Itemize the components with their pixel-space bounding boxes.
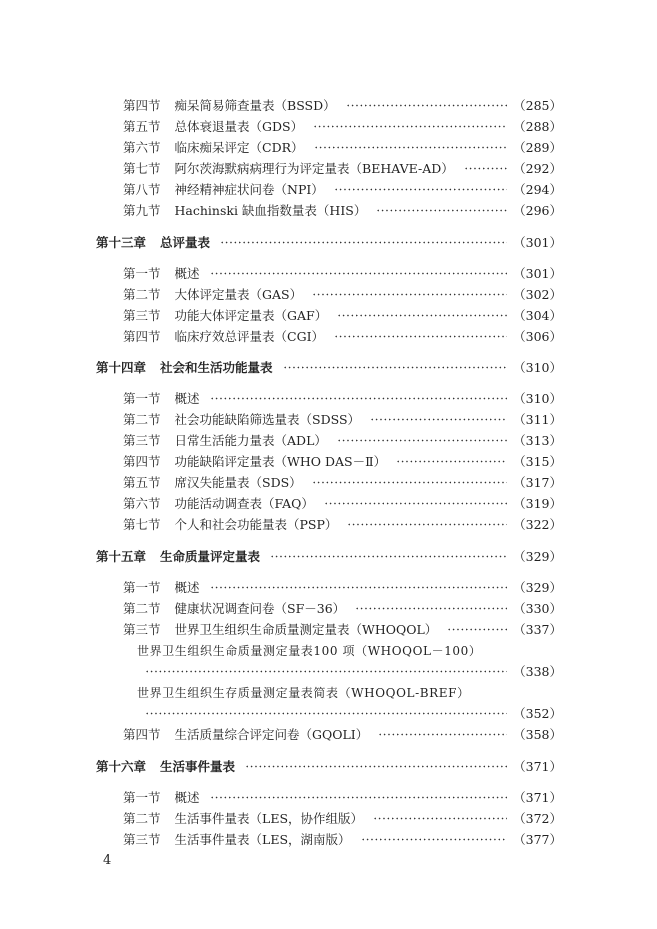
toc-section-entry — [0, 179, 657, 199]
toc-subentry — [0, 640, 657, 660]
toc-section-entry — [0, 284, 657, 304]
entry-label: 第三节 — [123, 622, 161, 637]
dot-leader — [337, 439, 507, 442]
entry-title: 功能缺陷评定量表（WHO DAS－Ⅱ） — [174, 454, 387, 469]
entry-label: 第八节 — [123, 182, 161, 197]
entry-label: 第二节 — [123, 601, 161, 616]
toc-section-entry — [0, 430, 657, 450]
entry-title: 个人和社会功能量表（PSP） — [174, 517, 338, 532]
entry-page: （319） — [513, 496, 562, 511]
entry-label: 第一节 — [123, 790, 161, 805]
entry-page: （301） — [513, 266, 562, 281]
dot-leader — [376, 209, 507, 212]
entry-page: （352） — [513, 706, 562, 721]
entry-title: 痴呆简易筛查量表（BSSD） — [174, 98, 336, 113]
entry-title: 概述 — [174, 790, 200, 805]
dot-leader — [346, 104, 508, 107]
entry-label: 第五节 — [123, 475, 161, 490]
toc-section-entry — [0, 472, 657, 492]
dot-leader — [312, 481, 507, 484]
entry-label: 第四节 — [123, 454, 161, 469]
toc-section-entry — [0, 95, 657, 115]
entry-page: （302） — [513, 287, 562, 302]
entry-title: 生活事件量表（LES，湖南版） — [174, 832, 351, 847]
entry-title: 社会和生活功能量表 — [160, 360, 273, 375]
entry-title: 大体评定量表（GAS） — [174, 287, 303, 302]
entry-title: 健康状况调查问卷（SF－36） — [174, 601, 346, 616]
entry-title: 世界卫生组织生命质量测定量表100 项（WHOQOL－100） — [137, 643, 482, 658]
entry-page: （371） — [513, 790, 562, 805]
dot-leader — [210, 796, 508, 799]
toc-chapter-entry — [0, 357, 657, 377]
entry-page: （288） — [513, 119, 562, 134]
entry-label: 第六节 — [123, 140, 161, 155]
dot-leader — [378, 733, 507, 736]
dot-leader — [220, 241, 507, 244]
dot-leader — [355, 607, 507, 610]
dot-leader — [396, 460, 507, 463]
toc-section-entry — [0, 116, 657, 136]
entry-title: 概述 — [174, 266, 200, 281]
toc-section-entry — [0, 619, 657, 639]
dot-leader — [210, 586, 508, 589]
entry-page: （372） — [513, 811, 562, 826]
toc-section-entry — [0, 158, 657, 178]
dot-leader — [447, 628, 507, 631]
entry-page: （338） — [513, 664, 562, 679]
entry-label: 第二节 — [123, 287, 161, 302]
entry-title: 席汉失能量表（SDS） — [174, 475, 302, 490]
entry-label: 第十五章 — [96, 549, 147, 564]
toc-section-entry — [0, 724, 657, 744]
entry-label: 第七节 — [123, 161, 161, 176]
dot-leader — [145, 670, 507, 673]
dot-leader — [464, 167, 507, 170]
entry-label: 第六节 — [123, 496, 161, 511]
entry-page: （310） — [513, 391, 562, 406]
entry-title: 总评量表 — [160, 235, 211, 250]
entry-title: 生活质量综合评定问卷（GQOLI） — [174, 727, 369, 742]
entry-title: 神经精神症状问卷（NPI） — [174, 182, 324, 197]
entry-page: （289） — [513, 140, 562, 155]
entry-page: （371） — [513, 759, 562, 774]
toc-section-entry — [0, 263, 657, 283]
dot-leader — [337, 314, 507, 317]
entry-label: 第二节 — [123, 811, 161, 826]
entry-page: （304） — [513, 308, 562, 323]
entry-label: 第四节 — [123, 98, 161, 113]
toc-subentry — [0, 661, 657, 681]
entry-title: 社会功能缺陷筛选量表（SDSS） — [174, 412, 361, 427]
entry-page: （330） — [513, 601, 562, 616]
entry-page: （337） — [513, 622, 562, 637]
entry-page: （306） — [513, 329, 562, 344]
toc-section-entry — [0, 409, 657, 429]
toc-section-entry — [0, 829, 657, 849]
toc-chapter-entry — [0, 546, 657, 566]
entry-label: 第七节 — [123, 517, 161, 532]
entry-label: 第一节 — [123, 580, 161, 595]
toc-section-entry — [0, 493, 657, 513]
toc-section-entry — [0, 200, 657, 220]
dot-leader — [361, 838, 508, 841]
entry-page: （294） — [513, 182, 562, 197]
toc-section-entry — [0, 451, 657, 471]
entry-page: （285） — [513, 98, 562, 113]
dot-leader — [270, 555, 507, 558]
dot-leader — [313, 125, 507, 128]
entry-page: （322） — [513, 517, 562, 532]
entry-title: 日常生活能力量表（ADL） — [174, 433, 327, 448]
entry-title: Hachinski 缺血指数量表（HIS） — [174, 203, 367, 218]
entry-label: 第十四章 — [96, 360, 147, 375]
entry-label: 第十三章 — [96, 235, 147, 250]
entry-label: 第十六章 — [96, 759, 147, 774]
toc-chapter-entry — [0, 756, 657, 776]
entry-label: 第一节 — [123, 266, 161, 281]
toc-section-entry — [0, 137, 657, 157]
toc-section-entry — [0, 577, 657, 597]
entry-title: 概述 — [174, 580, 200, 595]
entry-title: 功能大体评定量表（GAF） — [174, 308, 328, 323]
dot-leader — [283, 366, 508, 369]
entry-title: 总体衰退量表（GDS） — [174, 119, 304, 134]
entry-title: 功能活动调查表（FAQ） — [174, 496, 314, 511]
toc-section-entry — [0, 787, 657, 807]
entry-title: 阿尔茨海默病病理行为评定量表（BEHAVE-AD） — [174, 161, 454, 176]
entry-page: （329） — [513, 549, 562, 564]
entry-title: 世界卫生组织生命质量测定量表（WHOQOL） — [174, 622, 438, 637]
entry-title: 临床痴呆评定（CDR） — [174, 140, 304, 155]
entry-title: 生活事件量表 — [160, 759, 236, 774]
toc-section-entry — [0, 808, 657, 828]
entry-label: 第三节 — [123, 433, 161, 448]
dot-leader — [370, 418, 507, 421]
entry-label: 第四节 — [123, 329, 161, 344]
entry-title: 生命质量评定量表 — [160, 549, 261, 564]
entry-title: 生活事件量表（LES，协作组版） — [174, 811, 364, 826]
toc-section-entry — [0, 305, 657, 325]
entry-page: （358） — [513, 727, 562, 742]
entry-label: 第三节 — [123, 832, 161, 847]
entry-label: 第二节 — [123, 412, 161, 427]
dot-leader — [347, 523, 507, 526]
entry-page: （315） — [513, 454, 562, 469]
toc-section-entry — [0, 598, 657, 618]
dot-leader — [373, 817, 507, 820]
dot-leader — [312, 293, 507, 296]
dot-leader — [210, 397, 508, 400]
entry-page: （311） — [513, 412, 562, 427]
toc-subentry — [0, 703, 657, 723]
entry-page: （313） — [513, 433, 562, 448]
entry-page: （377） — [513, 832, 562, 847]
page-number: 4 — [103, 853, 112, 868]
toc-chapter-entry — [0, 232, 657, 252]
toc-section-entry — [0, 514, 657, 534]
toc-section-entry — [0, 388, 657, 408]
dot-leader — [314, 146, 508, 149]
entry-label: 第一节 — [123, 391, 161, 406]
dot-leader — [324, 502, 507, 505]
entry-label: 第四节 — [123, 727, 161, 742]
dot-leader — [145, 712, 507, 715]
entry-title: 临床疗效总评量表（CGI） — [174, 329, 325, 344]
entry-title: 世界卫生组织生存质量测定量表简表（WHOQOL-BREF） — [137, 685, 470, 700]
entry-page: （292） — [513, 161, 562, 176]
entry-label: 第九节 — [123, 203, 161, 218]
dot-leader — [334, 188, 507, 191]
entry-page: （301） — [513, 235, 562, 250]
toc-subentry — [0, 682, 657, 702]
entry-page: （317） — [513, 475, 562, 490]
dot-leader — [245, 765, 507, 768]
entry-page: （296） — [513, 203, 562, 218]
entry-title: 概述 — [174, 391, 200, 406]
entry-label: 第三节 — [123, 308, 161, 323]
entry-page: （329） — [513, 580, 562, 595]
dot-leader — [210, 272, 508, 275]
entry-label: 第五节 — [123, 119, 161, 134]
toc-section-entry — [0, 326, 657, 346]
dot-leader — [334, 335, 507, 338]
entry-page: （310） — [513, 360, 562, 375]
